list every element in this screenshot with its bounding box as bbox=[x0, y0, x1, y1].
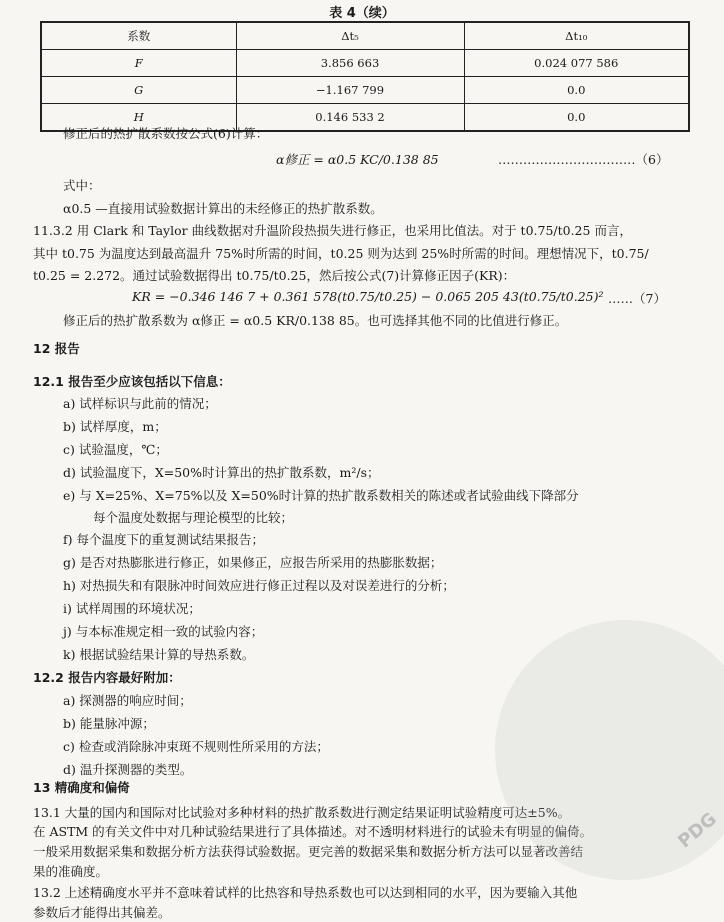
table-row bbox=[41, 50, 689, 77]
header-dt5: Δt₅ bbox=[236, 22, 464, 50]
heading-12-2: 12.2 报告内容最好附加： bbox=[33, 670, 181, 685]
cell: 0.146 533 2 bbox=[236, 104, 464, 132]
cell: 0.024 077 586 bbox=[464, 50, 689, 77]
section-13-2: 13.2 上述精确度水平并不意味着试样的比热容和导热系数也可以达到相同的水平，因为要输入其他 bbox=[33, 885, 578, 900]
cell: H bbox=[41, 104, 236, 132]
list-item: i) 试样周围的环境状况； bbox=[63, 601, 201, 616]
list-item-continuation: 每个温度处数据与理论模型的比较； bbox=[93, 510, 294, 525]
paragraph: 式中： bbox=[63, 178, 101, 193]
list-item: f) 每个温度下的重复测试结果报告； bbox=[63, 532, 264, 547]
list-item: a) 探测器的响应时间； bbox=[63, 693, 192, 708]
table-caption: 表 4（续） bbox=[329, 6, 395, 21]
cell: 0.0 bbox=[464, 77, 689, 104]
paragraph: t0.25 = 2.272。通过试验数据得出 t0.75/t0.25，然后按公式(7)计算修正因子(KR)： bbox=[33, 268, 516, 283]
heading-12: 12 报告 bbox=[33, 341, 80, 356]
paragraph: 一般采用数据采集和数据分析方法获得试验数据。更完善的数据采集和数据分析方法可以显著改善结 bbox=[33, 844, 584, 859]
paragraph: 其中 t0.75 为温度达到最高温升 75%时所需的时间，t0.25 则为达到 25%时所需的时间。理想情况下，t0.75/ bbox=[33, 246, 649, 261]
table-row bbox=[41, 77, 689, 104]
table-header-row bbox=[41, 22, 689, 50]
heading-13: 13 精确度和偏倚 bbox=[33, 780, 130, 795]
list-item: h) 对热损失和有限脉冲时间效应进行修正过程以及对误差进行的分析； bbox=[63, 578, 455, 593]
list-item: d) 试验温度下，X=50%时计算出的热扩散系数，m²/s； bbox=[63, 465, 380, 480]
list-item: b) 能量脉冲源； bbox=[63, 716, 155, 731]
paragraph: 果的准确度。 bbox=[33, 864, 109, 879]
cell: F bbox=[41, 50, 236, 77]
list-item: j) 与本标准规定相一致的试验内容； bbox=[63, 624, 264, 639]
paragraph: 修正后的热扩散系数按公式(6)计算： bbox=[63, 126, 269, 141]
watermark-text: PDG bbox=[674, 808, 721, 853]
equation-7: KR = −0.346 146 7 + 0.361 578(t0.75/t0.25) − 0.065 205 43(t0.75/t0.25)² bbox=[132, 289, 604, 304]
cell: 0.0 bbox=[464, 104, 689, 132]
section-13-1: 13.1 大量的国内和国际对比试验对多种材料的热扩散系数进行测定结果证明试验精度可达±5%。 bbox=[33, 805, 571, 820]
list-item: g) 是否对热膨胀进行修正，如果修正，应报告所采用的热膨胀数据； bbox=[63, 555, 443, 570]
header-coefficient: 系数 bbox=[41, 22, 236, 50]
list-item: e) 与 X=25%、X=75%以及 X=50%时计算的热扩散系数相关的陈述或者试验曲线下降部分 bbox=[63, 488, 579, 503]
cell: G bbox=[41, 77, 236, 104]
list-item: d) 温升探测器的类型。 bbox=[63, 762, 193, 777]
equation-6: α修正 = α0.5 KC/0.138 85 bbox=[276, 152, 439, 167]
equation-number: ……………………………（6） bbox=[498, 152, 669, 167]
cell: −1.167 799 bbox=[236, 77, 464, 104]
list-item: b) 试样厚度，m； bbox=[63, 419, 167, 434]
equation-number: ……（7） bbox=[608, 291, 666, 306]
list-item: k) 根据试验结果计算的导热系数。 bbox=[63, 647, 255, 662]
header-dt10: Δt₁₀ bbox=[464, 22, 689, 50]
paragraph: 在 ASTM 的有关文件中对几种试验结果进行了具体描述。对不透明材料进行的试验未有明显的偏倚。 bbox=[33, 824, 593, 839]
list-item: a) 试样标识与此前的情况； bbox=[63, 396, 217, 411]
cell: 3.856 663 bbox=[236, 50, 464, 77]
paragraph: 修正后的热扩散系数为 α修正 = α0.5 KR/0.138 85。也可选择其他不同的比值进行修正。 bbox=[63, 313, 568, 328]
section-11-3-2: 11.3.2 用 Clark 和 Taylor 曲线数据对升温阶段热损失进行修正，也采用比值法。对于 t0.75/t0.25 而言， bbox=[33, 223, 632, 238]
list-item: c) 检查或消除脉冲束斑不规则性所采用的方法； bbox=[63, 739, 329, 754]
coefficient-table bbox=[40, 21, 690, 132]
heading-12-1: 12.1 报告至少应该包括以下信息： bbox=[33, 374, 231, 389]
paragraph: 参数后才能得出其偏差。 bbox=[33, 905, 171, 920]
paragraph: α0.5 —直接用试验数据计算出的未经修正的热扩散系数。 bbox=[63, 201, 383, 216]
list-item: c) 试验温度，℃； bbox=[63, 442, 168, 457]
